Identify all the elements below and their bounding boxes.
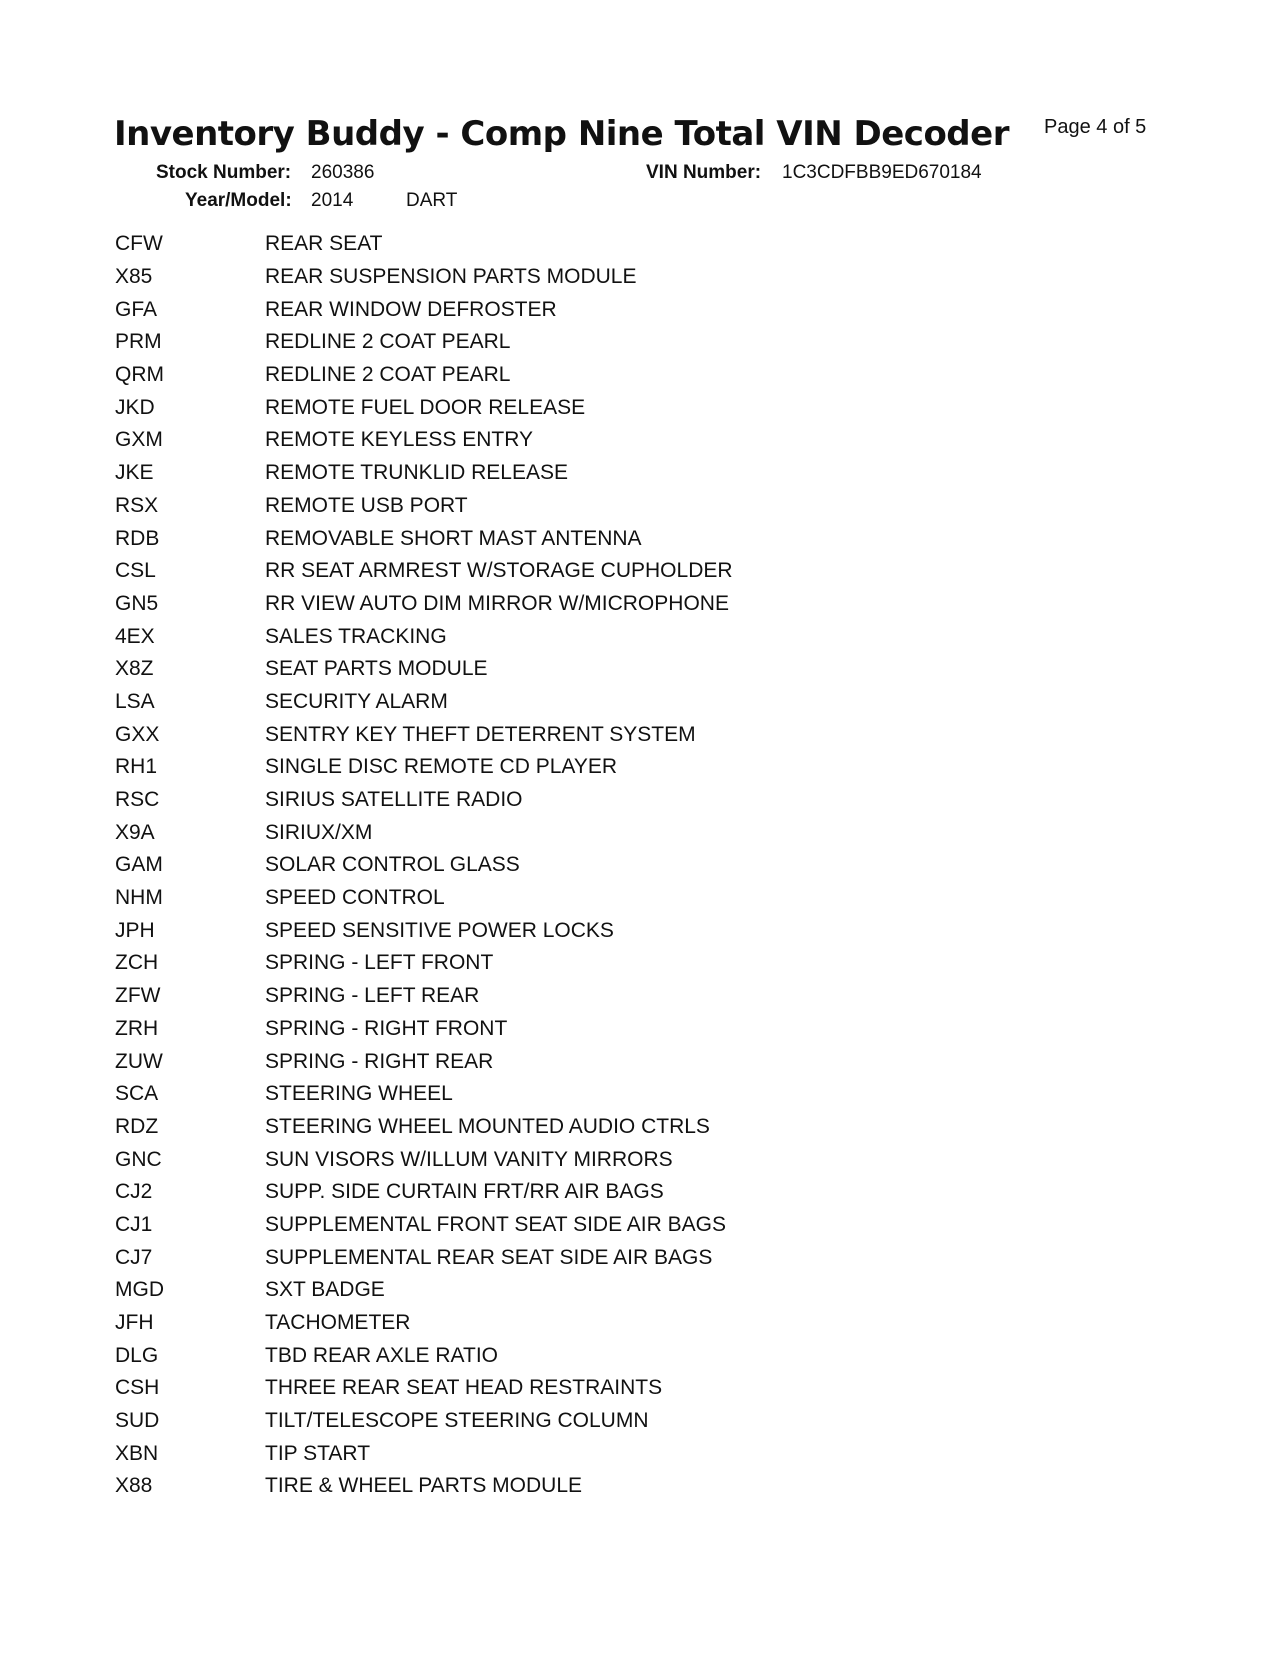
option-row <box>115 1241 733 1274</box>
option-description: SIRIUS SATELLITE RADIO <box>265 788 523 812</box>
option-row <box>115 1176 733 1209</box>
option-description: RR SEAT ARMREST W/STORAGE CUPHOLDER <box>265 559 733 583</box>
option-code: X8Z <box>115 657 154 681</box>
option-row <box>115 457 733 490</box>
option-code: GXX <box>115 722 160 746</box>
stock-number-value: 260386 <box>311 162 375 183</box>
option-code: X9A <box>115 820 155 844</box>
option-description: STEERING WHEEL <box>265 1082 453 1106</box>
option-description: TBD REAR AXLE RATIO <box>265 1343 498 1367</box>
option-description: SENTRY KEY THEFT DETERRENT SYSTEM <box>265 722 696 746</box>
option-row <box>115 914 733 947</box>
option-row <box>115 424 733 457</box>
option-description: REAR SEAT <box>265 232 383 256</box>
option-code: X85 <box>115 265 153 289</box>
option-code: CJ7 <box>115 1245 153 1269</box>
option-description: SINGLE DISC REMOTE CD PLAYER <box>265 755 618 779</box>
option-code: JKD <box>115 395 155 419</box>
option-description: REDLINE 2 COAT PEARL <box>265 330 511 354</box>
option-row <box>115 816 733 849</box>
option-code: SCA <box>115 1082 159 1106</box>
vin-number-label: VIN Number: <box>646 162 762 183</box>
option-row <box>115 947 733 980</box>
option-row <box>115 228 733 261</box>
options-list <box>115 228 733 1503</box>
option-description: REMOTE KEYLESS ENTRY <box>265 428 534 452</box>
option-description: TACHOMETER <box>265 1311 411 1335</box>
option-row <box>115 1437 733 1470</box>
option-code: CJ2 <box>115 1180 153 1204</box>
option-description: REMOTE FUEL DOOR RELEASE <box>265 395 586 419</box>
year-model-label: Year/Model: <box>185 190 292 211</box>
option-code: JPH <box>115 918 155 942</box>
option-description: SUPPLEMENTAL FRONT SEAT SIDE AIR BAGS <box>265 1212 726 1236</box>
option-row <box>115 882 733 915</box>
option-description: STEERING WHEEL MOUNTED AUDIO CTRLS <box>265 1114 710 1138</box>
option-description: REAR SUSPENSION PARTS MODULE <box>265 265 637 289</box>
option-description: SALES TRACKING <box>265 624 447 648</box>
option-description: SPRING - LEFT REAR <box>265 984 480 1008</box>
option-description: SUPP. SIDE CURTAIN FRT/RR AIR BAGS <box>265 1180 664 1204</box>
option-code: RSC <box>115 788 160 812</box>
option-description: TIP START <box>265 1441 371 1465</box>
option-row <box>115 490 733 523</box>
option-row <box>115 261 733 294</box>
option-row <box>115 849 733 882</box>
option-row <box>115 1470 733 1503</box>
option-row <box>115 293 733 326</box>
option-code: QRM <box>115 363 164 387</box>
option-row <box>115 1405 733 1438</box>
option-description: SEAT PARTS MODULE <box>265 657 488 681</box>
option-row <box>115 1078 733 1111</box>
option-row <box>115 751 733 784</box>
option-code: RDZ <box>115 1114 159 1138</box>
option-description: SOLAR CONTROL GLASS <box>265 853 520 877</box>
option-code: DLG <box>115 1343 159 1367</box>
option-code: ZRH <box>115 1016 159 1040</box>
option-code: RDB <box>115 526 160 550</box>
page-title: Inventory Buddy - Comp Nine Total VIN Decoder <box>114 114 1009 154</box>
option-description: REMOVABLE SHORT MAST ANTENNA <box>265 526 642 550</box>
option-code: NHM <box>115 886 163 910</box>
option-row <box>115 359 733 392</box>
option-code: GAM <box>115 853 163 877</box>
option-code: RH1 <box>115 755 158 779</box>
option-description: SUPPLEMENTAL REAR SEAT SIDE AIR BAGS <box>265 1245 713 1269</box>
option-code: MGD <box>115 1278 164 1302</box>
option-description: RR VIEW AUTO DIM MIRROR W/MICROPHONE <box>265 591 729 615</box>
option-code: X88 <box>115 1474 153 1498</box>
option-row <box>115 522 733 555</box>
option-description: TILT/TELESCOPE STEERING COLUMN <box>265 1409 649 1433</box>
option-description: SUN VISORS W/ILLUM VANITY MIRRORS <box>265 1147 673 1171</box>
option-description: SXT BADGE <box>265 1278 385 1302</box>
option-code: GNC <box>115 1147 162 1171</box>
option-description: SECURITY ALARM <box>265 689 448 713</box>
option-description: REMOTE USB PORT <box>265 493 468 517</box>
option-description: SPRING - RIGHT FRONT <box>265 1016 508 1040</box>
option-code: GFA <box>115 297 158 321</box>
option-code: JKE <box>115 461 154 485</box>
year-value: 2014 <box>311 190 354 211</box>
option-row <box>115 1274 733 1307</box>
option-row <box>115 555 733 588</box>
option-code: XBN <box>115 1441 159 1465</box>
stock-number-label: Stock Number: <box>156 162 292 183</box>
option-row <box>115 1307 733 1340</box>
option-row <box>115 653 733 686</box>
option-row <box>115 1339 733 1372</box>
option-code: LSA <box>115 689 155 713</box>
option-description: SIRIUX/XM <box>265 820 373 844</box>
option-description: THREE REAR SEAT HEAD RESTRAINTS <box>265 1376 663 1400</box>
option-code: RSX <box>115 493 159 517</box>
option-row <box>115 686 733 719</box>
page-number: Page 4 of 5 <box>1044 116 1147 138</box>
option-code: ZCH <box>115 951 159 975</box>
option-code: PRM <box>115 330 162 354</box>
option-code: CFW <box>115 232 163 256</box>
option-code: CSH <box>115 1376 160 1400</box>
option-description: REDLINE 2 COAT PEARL <box>265 363 511 387</box>
option-row <box>115 980 733 1013</box>
option-code: GN5 <box>115 591 159 615</box>
option-code: ZFW <box>115 984 161 1008</box>
option-row <box>115 718 733 751</box>
option-description: TIRE & WHEEL PARTS MODULE <box>265 1474 582 1498</box>
option-row <box>115 326 733 359</box>
option-code: 4EX <box>115 624 155 648</box>
option-code: CJ1 <box>115 1212 153 1236</box>
option-row <box>115 391 733 424</box>
option-row <box>115 588 733 621</box>
option-description: SPRING - RIGHT REAR <box>265 1049 494 1073</box>
option-description: REAR WINDOW DEFROSTER <box>265 297 557 321</box>
option-row <box>115 620 733 653</box>
option-row <box>115 1111 733 1144</box>
option-row <box>115 1143 733 1176</box>
option-code: ZUW <box>115 1049 163 1073</box>
option-row <box>115 1013 733 1046</box>
option-code: GXM <box>115 428 163 452</box>
option-code: CSL <box>115 559 156 583</box>
option-row <box>115 784 733 817</box>
vin-number-value: 1C3CDFBB9ED670184 <box>782 162 982 183</box>
option-description: REMOTE TRUNKLID RELEASE <box>265 461 569 485</box>
option-row <box>115 1372 733 1405</box>
option-code: JFH <box>115 1311 154 1335</box>
option-description: SPRING - LEFT FRONT <box>265 951 494 975</box>
model-value: DART <box>406 190 458 211</box>
option-row <box>115 1045 733 1078</box>
option-description: SPEED CONTROL <box>265 886 445 910</box>
option-description: SPEED SENSITIVE POWER LOCKS <box>265 918 614 942</box>
option-row <box>115 1209 733 1242</box>
option-code: SUD <box>115 1409 160 1433</box>
